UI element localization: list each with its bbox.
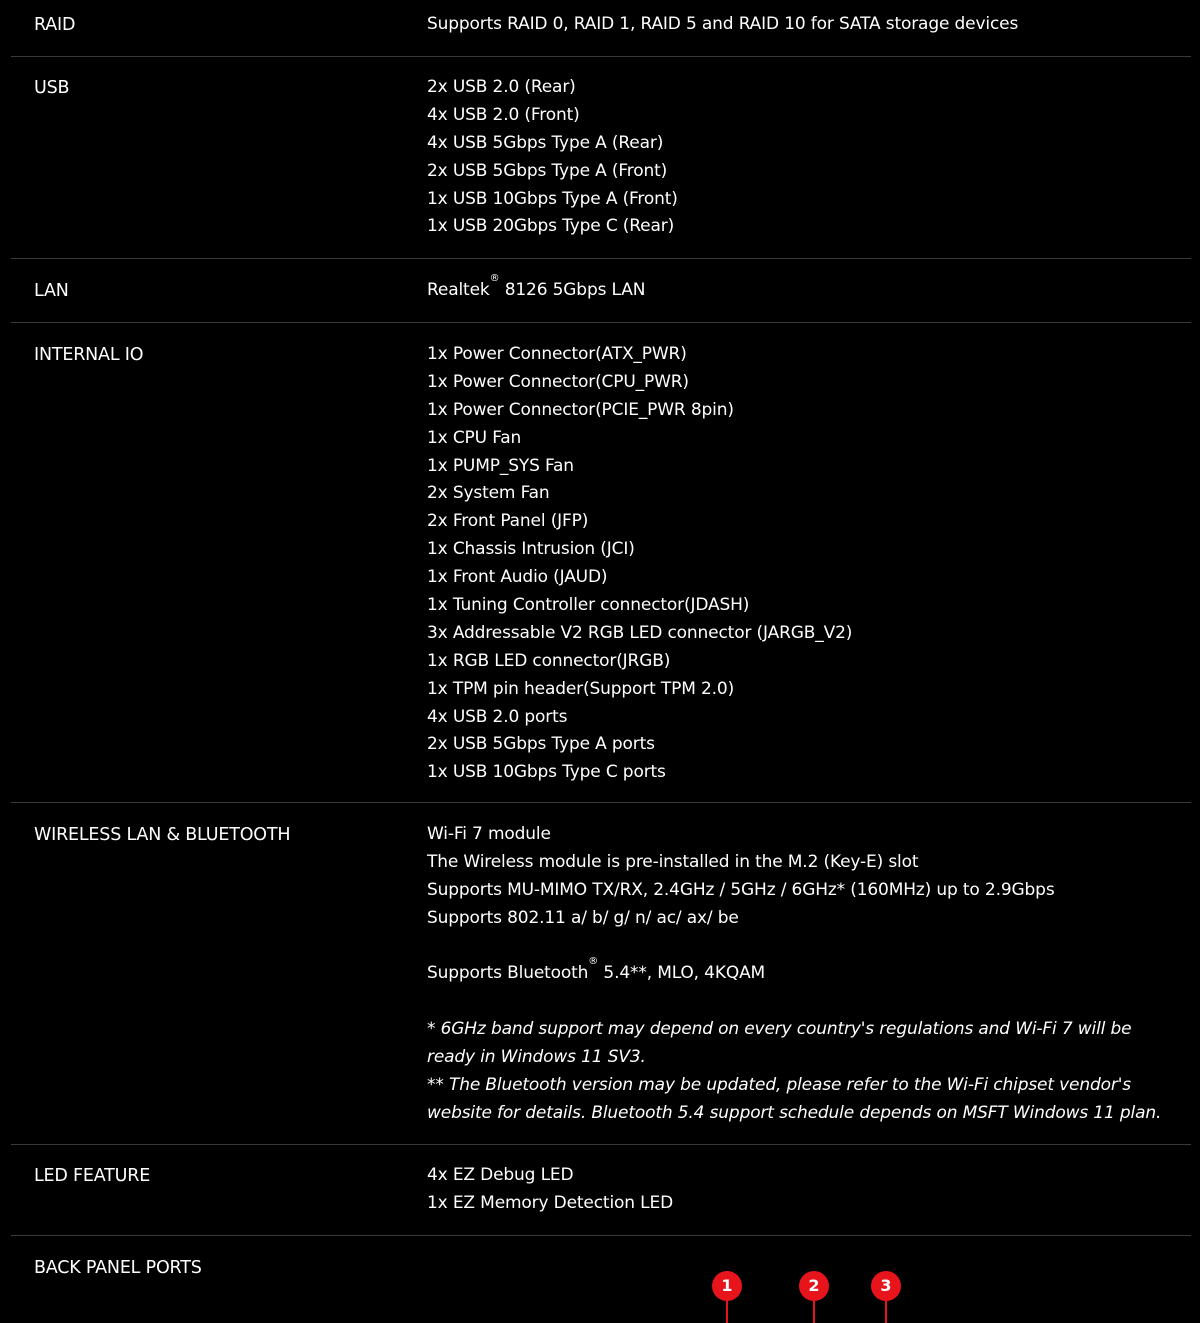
spec-label-wireless: WIRELESS LAN & BLUETOOTH — [34, 825, 291, 845]
spec-line: 2x Front Panel (JFP) — [427, 511, 589, 532]
spec-line: 1x Power Connector(CPU_PWR) — [427, 371, 689, 392]
spec-row-usb — [11, 57, 1191, 259]
spec-label-lan: LAN — [34, 281, 69, 301]
spec-value-raid — [427, 11, 1018, 39]
spec-note-line: * 6GHz band support may depend on every country's regulations and Wi-Fi 7 will be — [427, 1018, 1132, 1039]
spec-line: 1x Power Connector(PCIE_PWR 8pin) — [427, 399, 734, 420]
spec-line: 2x USB 5Gbps Type A (Front) — [427, 160, 668, 181]
spec-line — [427, 956, 1161, 988]
spec-note-line: website for details. Bluetooth 5.4 support schedule depends on MSFT Windows 11 plan. — [427, 1102, 1162, 1123]
spec-note-line: ** The Bluetooth version may be updated, please refer to the Wi-Fi chipset vendor's — [427, 1074, 1131, 1095]
spec-line: 1x TPM pin header(Support TPM 2.0) — [427, 678, 735, 699]
spec-label-raid: RAID — [34, 15, 76, 35]
spec-label-led-feature: LED FEATURE — [34, 1166, 151, 1186]
spec-line: 4x EZ Debug LED — [427, 1165, 574, 1185]
spec-line: 1x USB 10Gbps Type C ports — [427, 762, 666, 783]
spec-row-lan — [11, 259, 1191, 323]
spec-value-internal-io — [427, 341, 852, 787]
spec-line: Wi-Fi 7 module — [427, 824, 551, 844]
spec-value-wireless — [427, 821, 1161, 1127]
bluetooth-suffix: 5.4**, MLO, 4KQAM — [598, 963, 766, 984]
spec-line: 4x USB 5Gbps Type A (Rear) — [427, 132, 664, 153]
spec-line: The Wireless module is pre-installed in the M.2 (Key-E) slot — [427, 851, 919, 872]
spec-value-led-feature — [427, 1162, 673, 1218]
lan-detail: 8126 5Gbps LAN — [499, 280, 646, 300]
spec-line: 4x USB 2.0 (Front) — [427, 104, 580, 125]
spec-note-line: ready in Windows 11 SV3. — [427, 1046, 646, 1067]
marker-stem — [726, 1300, 728, 1323]
spec-value-usb — [427, 74, 678, 241]
spec-line: 1x Front Audio (JAUD) — [427, 567, 608, 588]
spec-row-wireless — [11, 803, 1191, 1145]
registered-mark: ® — [588, 956, 599, 968]
marker-stem — [885, 1300, 887, 1323]
registered-mark: ® — [489, 273, 500, 284]
spec-line: 2x USB 5Gbps Type A ports — [427, 734, 655, 755]
spec-line: 4x USB 2.0 ports — [427, 706, 568, 727]
marker-stem — [813, 1300, 815, 1323]
spec-label-back-panel: BACK PANEL PORTS — [34, 1258, 202, 1278]
spec-blank-line — [427, 988, 1161, 1016]
spec-table — [11, 0, 1191, 1323]
spec-line: 1x PUMP_SYS Fan — [427, 455, 574, 476]
spec-label-internal-io: INTERNAL IO — [34, 345, 144, 365]
spec-line: 1x Power Connector(ATX_PWR) — [427, 344, 687, 364]
spec-line: Supports 802.11 a/ b/ g/ n/ ac/ ax/ be — [427, 907, 739, 928]
spec-row-raid — [11, 0, 1191, 57]
spec-line: 1x RGB LED connector(JRGB) — [427, 650, 671, 671]
spec-blank-line — [427, 933, 1161, 961]
spec-line: Supports MU-MIMO TX/RX, 2.4GHz / 5GHz / 6GHz* (160MHz) up to 2.9Gbps — [427, 879, 1055, 900]
bluetooth-prefix: Supports Bluetooth — [427, 963, 589, 984]
spec-line: 1x Tuning Controller connector(JDASH) — [427, 595, 750, 616]
spec-line: 3x Addressable V2 RGB LED connector (JARGB_V2) — [427, 622, 853, 643]
spec-row-led-feature — [11, 1145, 1191, 1236]
spec-label-usb: USB — [34, 78, 70, 98]
spec-line — [427, 273, 646, 305]
spec-line: 1x USB 10Gbps Type A (Front) — [427, 188, 678, 209]
back-panel-marker-2: 2 — [799, 1271, 829, 1301]
back-panel-marker-3: 3 — [871, 1271, 901, 1301]
spec-row-internal-io — [11, 323, 1191, 803]
spec-row-back-panel — [11, 1236, 1191, 1323]
spec-line: Supports RAID 0, RAID 1, RAID 5 and RAID 10 for SATA storage devices — [427, 14, 1019, 34]
spec-value-lan — [427, 273, 646, 305]
spec-line: 1x EZ Memory Detection LED — [427, 1192, 674, 1213]
spec-line: 2x System Fan — [427, 483, 550, 504]
spec-line: 1x USB 20Gbps Type C (Rear) — [427, 216, 675, 237]
lan-brand: Realtek — [427, 280, 490, 300]
spec-line: 1x CPU Fan — [427, 427, 522, 448]
back-panel-marker-1: 1 — [712, 1271, 742, 1301]
spec-line: 1x Chassis Intrusion (JCI) — [427, 539, 635, 560]
spec-line: 2x USB 2.0 (Rear) — [427, 77, 576, 97]
